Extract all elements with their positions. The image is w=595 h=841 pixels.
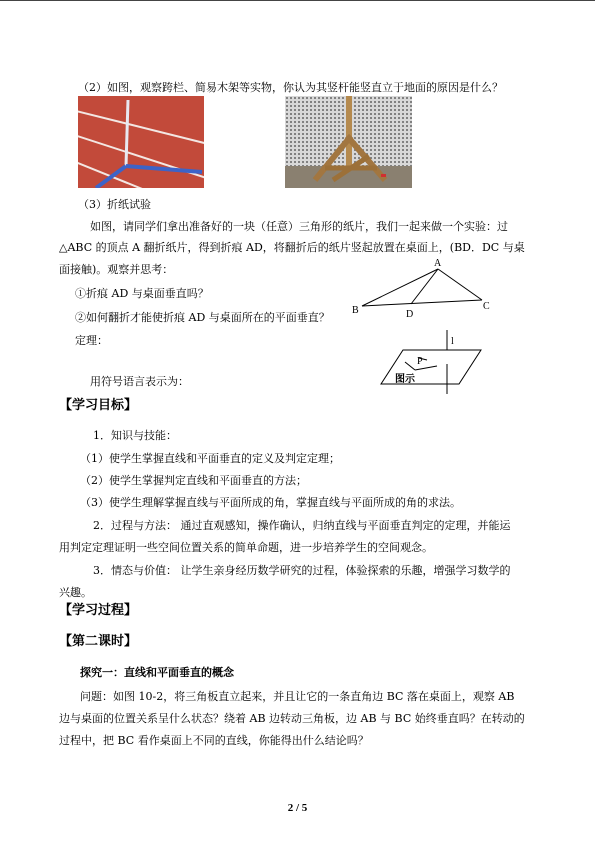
vertex-a-label: A	[434, 258, 442, 269]
vertex-c-label: C	[483, 301, 490, 312]
question-item-2: ②如何翻折才能使折痕 AD 与桌面所在的平面垂直？	[75, 311, 330, 324]
point-d-label: D	[406, 309, 414, 320]
goal-2-line-2: 用判定定理证明一些空间位置关系的简单命题，进一步培养学生的空间观念。	[59, 541, 433, 554]
vertex-b-label: B	[352, 305, 359, 316]
hurdle-photo	[78, 96, 204, 188]
line-l-label: l	[451, 336, 454, 347]
folded-triangle-figure	[350, 254, 500, 322]
paragraph-line-2: △ABC 的顶点 A 翻折纸片，得到折痕 AD，将翻折后的纸片竖起放置在桌面上，(BD．DC 与桌	[59, 241, 525, 254]
problem-line-2: 边与桌面的位置关系呈什么状态？绕着 AB 边转动三角板，边 AB 与 BC 始终垂直吗？在转动的	[59, 712, 525, 725]
section-heading-process: 【学习过程】	[59, 603, 138, 618]
question-3: （3）折纸试验	[78, 198, 151, 211]
section-heading-lesson-2: 【第二课时】	[59, 634, 138, 649]
goal-1-item-1: （1）使学生掌握直线和平面垂直的定义及判定定理；	[80, 452, 340, 465]
goal-3-line-2: 兴趣。	[59, 586, 92, 599]
section-heading-goals: 【学习目标】	[59, 398, 138, 413]
header-rule	[0, 0, 595, 1]
wooden-stand-photo	[285, 96, 412, 188]
goal-2-line-1: 2．过程与方法： 通过直观感知，操作确认，归纳直线与平面垂直判定的定理，并能运	[93, 519, 511, 532]
paragraph-line-1: 如图，请同学们拿出准备好的一块（任意）三角形的纸片，我们一起来做一个实验：过	[90, 220, 508, 233]
page-number: 2 / 5	[287, 802, 308, 814]
question-2: （2）如图，观察跨栏、简易木架等实物，你认为其竖杆能竖直立于地面的原因是什么？	[78, 81, 503, 94]
point-p-label: P	[417, 356, 423, 367]
goal-3-line-1: 3．情态与价值： 让学生亲身经历数学研究的过程，体验探索的乐趣，增强学习数学的	[93, 564, 511, 577]
figure-caption: 图示	[395, 374, 415, 385]
symbolic-form-label: 用符号语言表示为：	[90, 375, 189, 388]
line-plane-figure	[375, 328, 485, 398]
question-item-1: ①折痕 AD 与桌面垂直吗？	[75, 287, 209, 300]
paragraph-line-3: 面接触)。观察并思考：	[59, 263, 174, 276]
goal-1-item-2: （2）使学生掌握判定直线和平面垂直的方法；	[80, 474, 307, 487]
problem-line-1: 问题：如图 10-2，将三角板直立起来，并且让它的一条直角边 BC 落在桌面上，观察 AB	[80, 690, 515, 703]
goal-1-item-3: （3）使学生理解掌握直线与平面所成的角，掌握直线与平面所成的角的求法。	[80, 496, 461, 509]
problem-line-3: 过程中，把 BC 看作桌面上不同的直线，你能得出什么结论吗？	[59, 734, 369, 747]
explore-1-title: 探究一：直线和平面垂直的概念	[80, 666, 234, 679]
goal-1: 1．知识与技能：	[93, 429, 177, 442]
theorem-label: 定理：	[75, 334, 108, 347]
